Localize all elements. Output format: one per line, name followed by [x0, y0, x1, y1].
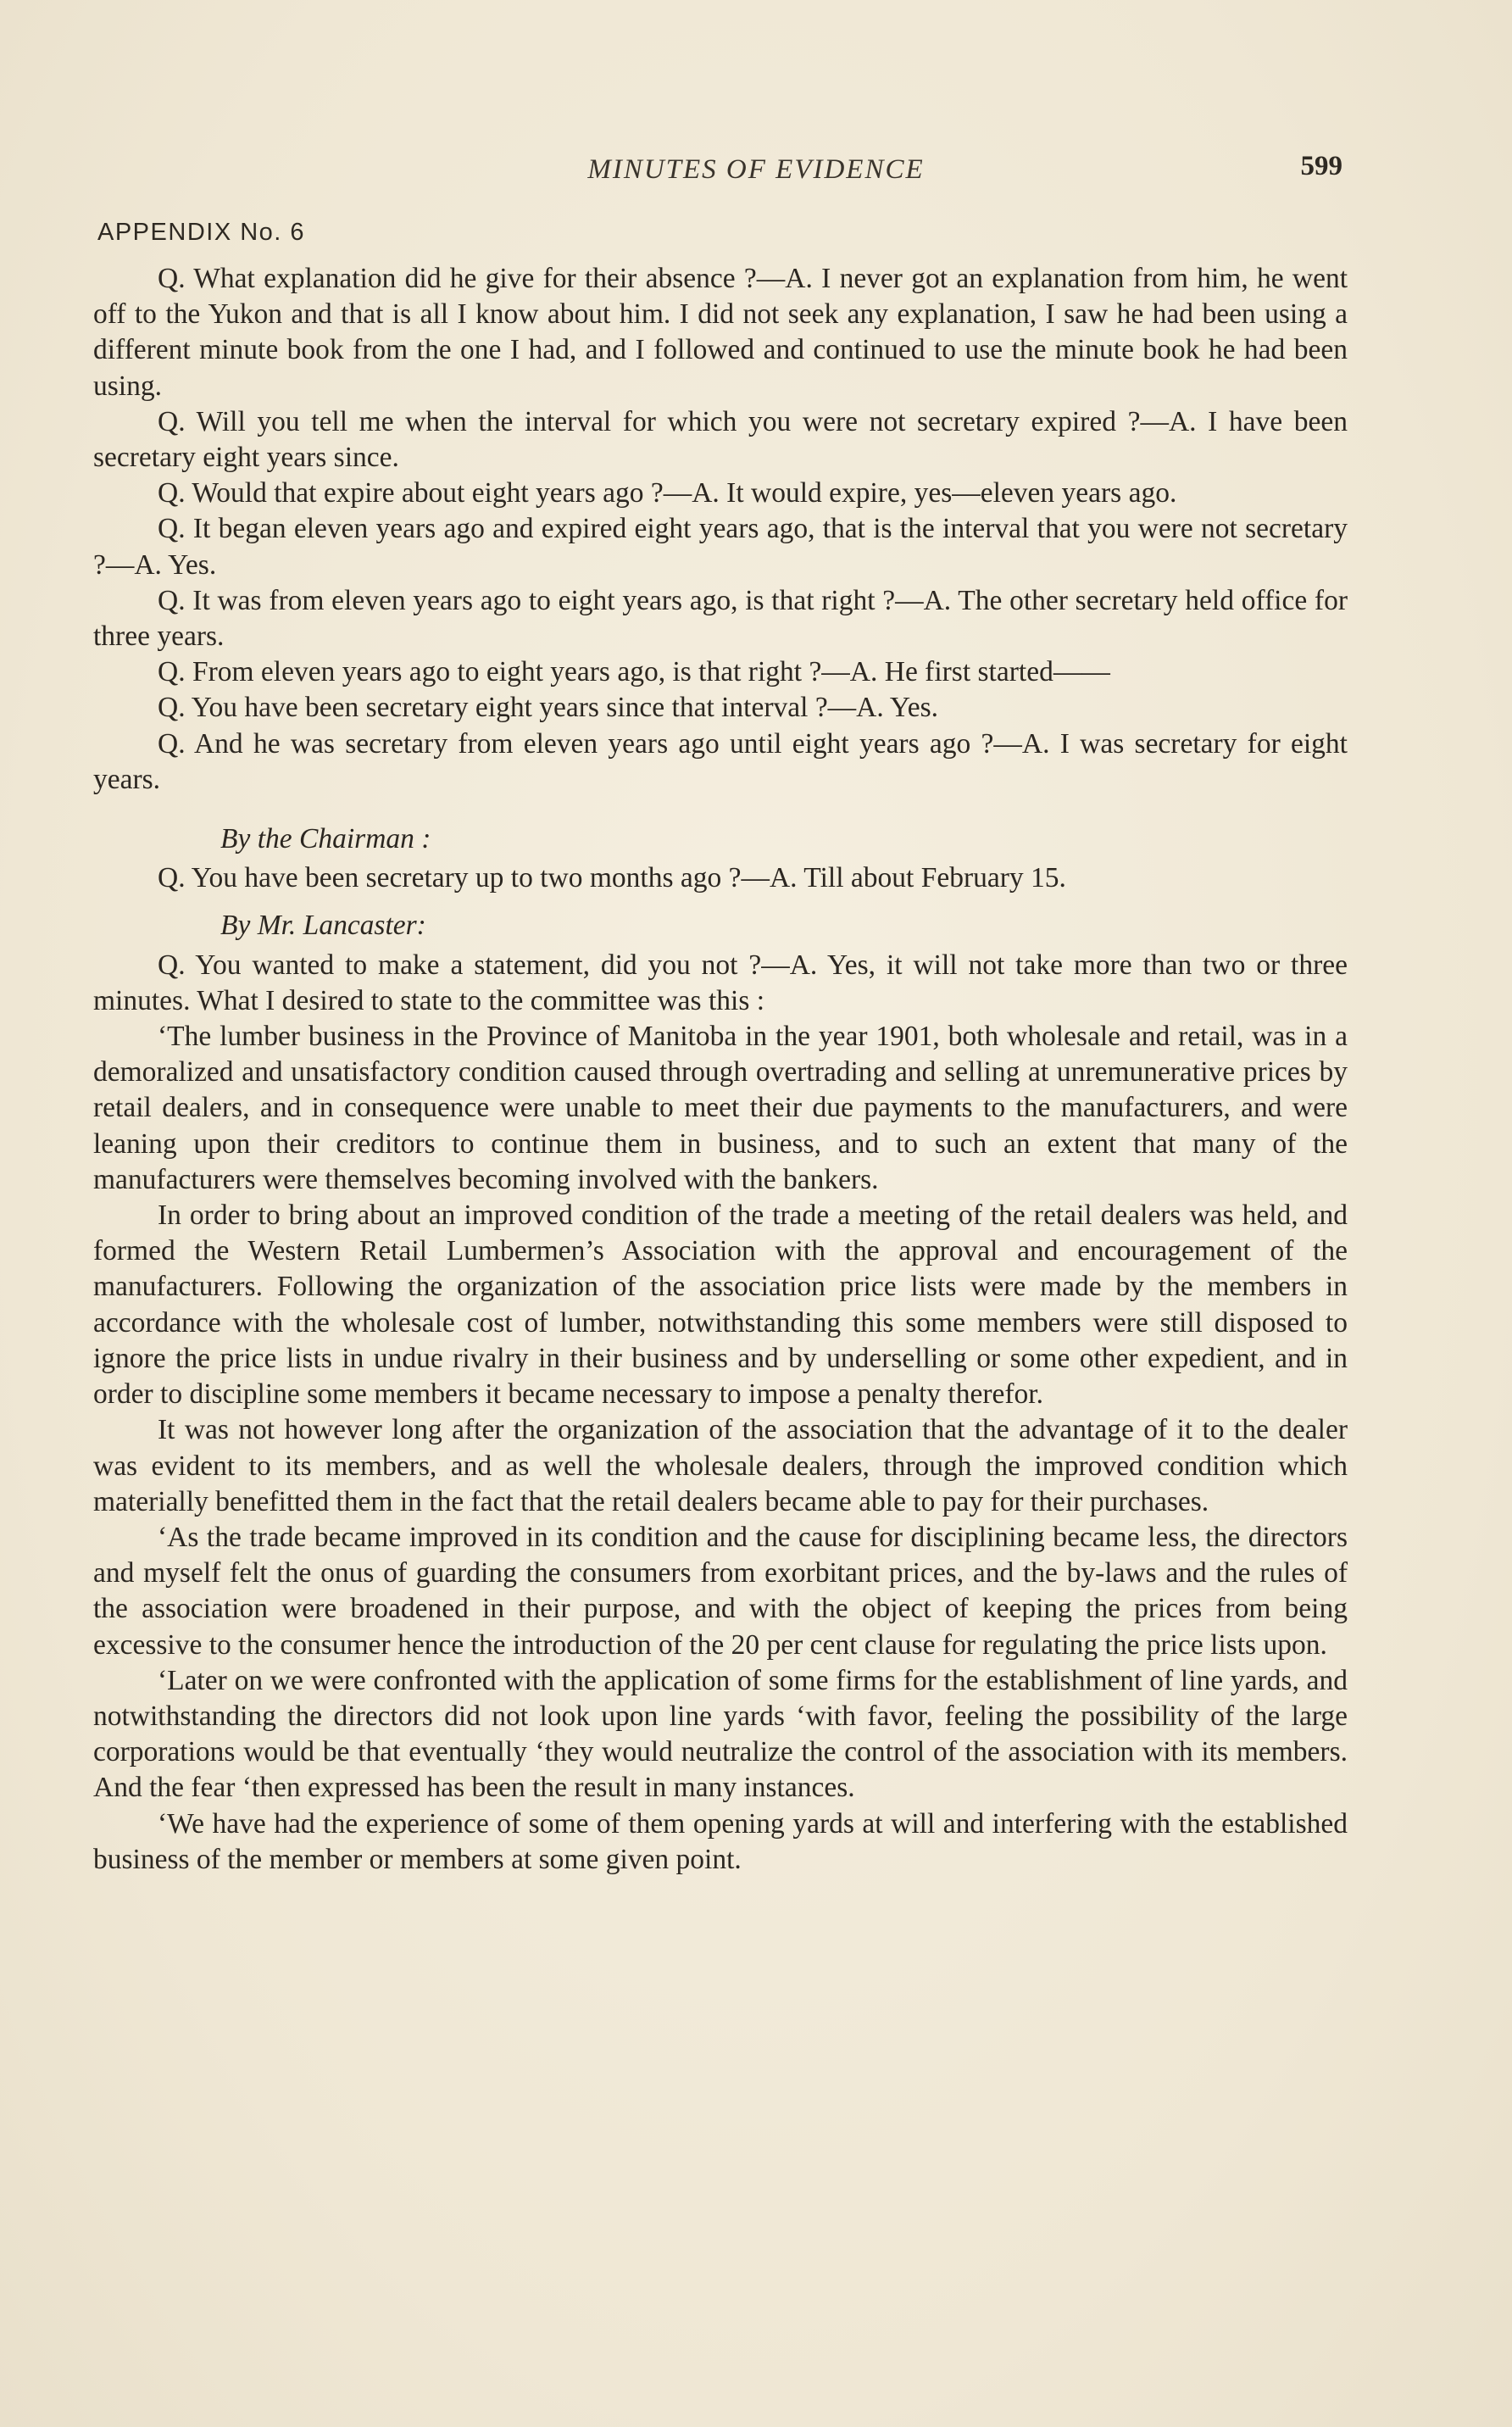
paragraph: Q. You have been secretary up to two months ago ?—A. Till about February 15. — [158, 862, 1066, 894]
paragraph: ‘We have had the experience of some of them opening yards at will and interfering with the established business of the member or members at some given point. — [93, 1807, 1348, 1875]
section-heading: By the Chairman : — [220, 823, 431, 855]
paragraph: In order to bring about an improved condition of the trade a meeting of the retail dealers was held, and formed the Western Retail Lumbermen’s Association with the approval and encouragement of the manufacturers. Following the organization of the association price lists were made by the members in accordance with the wholesale cost of lumber, notwithstanding this some members were still disposed to ignore the price lists in undue rivalry in their business and by underselling or some other expedient, and in order to discipline some members it became necessary to impose a penalty therefor. — [93, 1200, 1348, 1411]
paragraph: Q. It was from eleven years ago to eight years ago, is that right ?—A. The other secretary held office for three years. — [93, 584, 1348, 653]
paragraph: Q. And he was secretary from eleven years ago until eight years ago ?—A. I was secretary for eight years. — [93, 727, 1348, 795]
paragraph: Q. What explanation did he give for their absence ?—A. I never got an explanation from him, he went off to the Yukon and that is all I know about him. I did not seek any explanation, I saw he had been using a different minute book from the one I had, and I followed and continued to use the minute book he had been using. — [93, 263, 1348, 402]
running-title: MINUTES OF EVIDENCE — [587, 154, 925, 185]
paragraph: Q. From eleven years ago to eight years ago, is that right ?—A. He first started—— — [158, 656, 1110, 688]
paragraph: ‘The lumber business in the Province of Manitoba in the year 1901, both wholesale and retail, was in a demoralized and unsatisfactory condition caused through overtrading and selling at unremunerative prices by retail dealers, and in consequence were unable to meet their due payments to the manufacturers, and were leaning upon their creditors to continue them in business, and to such an extent that many of the manufacturers were themselves becoming involved with the bankers. — [93, 1021, 1348, 1195]
paragraph: Q. You have been secretary eight years since that interval ?—A. Yes. — [158, 692, 939, 724]
paragraph: Q. You wanted to make a statement, did you not ?—A. Yes, it will not take more than two or three minutes. What I desired to state to the committee was this : — [93, 949, 1348, 1016]
running-header — [0, 151, 1512, 193]
page-number: 599 — [1300, 151, 1342, 181]
body-text — [93, 261, 1348, 1878]
paragraph: Q. It began eleven years ago and expired eight years ago, that is the interval that you were not secretary ?—A. Yes. — [93, 513, 1348, 581]
paragraph: Q. Will you tell me when the interval for which you were not secretary expired ?—A. I have been secretary eight years since. — [93, 405, 1348, 474]
paragraph: It was not however long after the organization of the association that the advantage of it to the dealer was evident to its members, and as well the wholesale dealers, through the improved condition which materially benefitted them in the fact that the retail dealers became able to pay for their purchases. — [93, 1414, 1348, 1517]
appendix-label: APPENDIX No. 6 — [97, 219, 306, 246]
paragraph: Q. Would that expire about eight years ago ?—A. It would expire, yes—eleven years ago. — [158, 477, 1177, 509]
paragraph: ‘As the trade became improved in its condition and the cause for disciplining became less, the directors and myself felt the onus of guarding the consumers from exorbitant prices, and the by-laws and the rules of the association were broadened in their purpose, and with the object of keeping the prices from being excessive to the consumer hence the introduction of the 20 per cent clause for regulating the price lists upon. — [93, 1521, 1348, 1661]
section-heading: By Mr. Lancaster: — [220, 910, 426, 942]
paragraph: ‘Later on we were confronted with the application of some firms for the establishment of line yards, and notwithstanding the directors did not look upon line yards ‘with favor, feeling the possibility of the large corporations would be that eventually ‘they would neutralize the control of the association with its members. And the fear ‘then expressed has been the result in many instances. — [93, 1664, 1348, 1804]
